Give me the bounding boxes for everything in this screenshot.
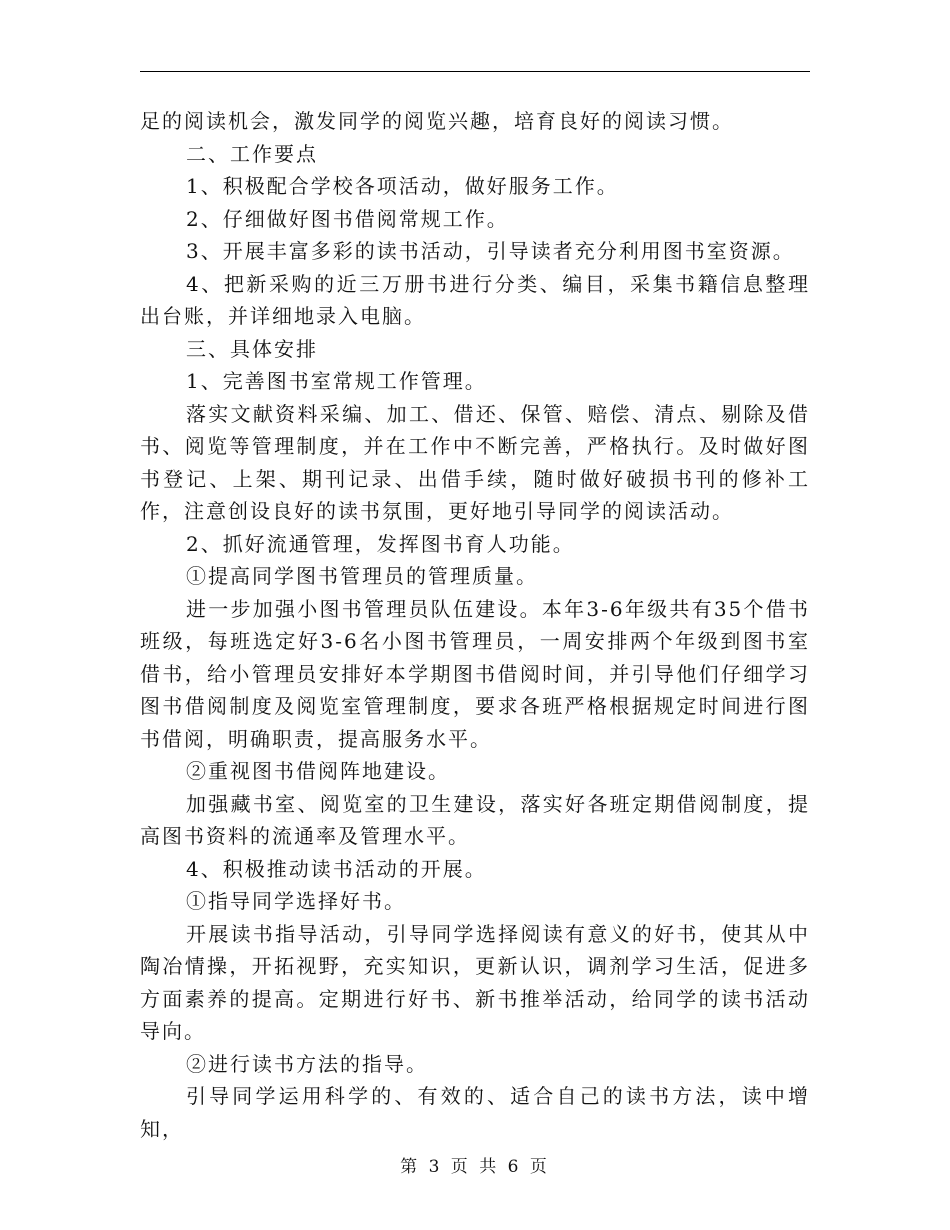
paragraph: 进一步加强小图书管理员队伍建设。本年3-6年级共有35个借书班级，每班选定好3-6名小图书管理员，一周安排两个年级到图书室借书，给小管理员安排好本学期图书借阅时间，并引导他们仔细学习图书借阅制度及阅览室管理制度，要求各班严格根据规定时间进行图书借阅，明确职责，提高服务水平。 <box>140 596 810 751</box>
paragraph: 开展读书指导活动，引导同学选择阅读有意义的好书，使其从中陶冶情操，开拓视野，充实知识，更新认识，调剂学习生活，促进多方面素养的提高。定期进行好书、新书推举活动，给同学的读书活动导向。 <box>140 921 810 1043</box>
subsection-heading: 1、完善图书室常规工作管理。 <box>186 369 487 393</box>
subsection-heading: 4、积极推动读书活动的开展。 <box>186 856 487 881</box>
document-body <box>140 105 810 1145</box>
subsection-heading: 2、抓好流通管理，发挥图书育人功能。 <box>186 531 575 556</box>
section-heading: 二、工作要点 <box>186 141 318 166</box>
list-item: ②重视图书借阅阵地建设。 <box>186 759 450 783</box>
list-item: ①指导同学选择好书。 <box>186 889 406 913</box>
paragraph: 足的阅读机会，激发同学的阅览兴趣，培育良好的阅读习惯。 <box>140 109 734 133</box>
paragraph: 加强藏书室、阅览室的卫生建设，落实好各班定期借阅制度，提高图书资料的流通率及管理水平。 <box>140 791 810 848</box>
list-item: ①提高同学图书管理员的管理质量。 <box>186 564 538 588</box>
page-number-footer: 第 3 页 共 6 页 <box>400 1157 550 1177</box>
list-item: 1、积极配合学校各项活动，做好服务工作。 <box>186 174 619 198</box>
list-item: ②进行读书方法的指导。 <box>186 1051 428 1076</box>
section-heading: 三、具体安排 <box>186 336 318 361</box>
header-rule <box>140 71 810 72</box>
list-item: 4、把新采购的近三万册书进行分类、编目，采集书籍信息整理出台账，并详细地录入电脑。 <box>140 271 810 328</box>
paragraph: 落实文献资料采编、加工、借还、保管、赔偿、清点、剔除及借书、阅览等管理制度，并在工作中不断完善，严格执行。及时做好图书登记、上架、期刊记录、出借手续，随时做好破损书刊的修补工作，注意创设良好的读书氛围，更好地引导同学的阅读活动。 <box>140 401 810 523</box>
list-item: 3、开展丰富多彩的读书活动，引导读者充分利用图书室资源。 <box>186 239 795 263</box>
list-item: 2、仔细做好图书借阅常规工作。 <box>186 206 509 231</box>
paragraph: 引导同学运用科学的、有效的、适合自己的读书方法，读中增知， <box>140 1084 810 1141</box>
